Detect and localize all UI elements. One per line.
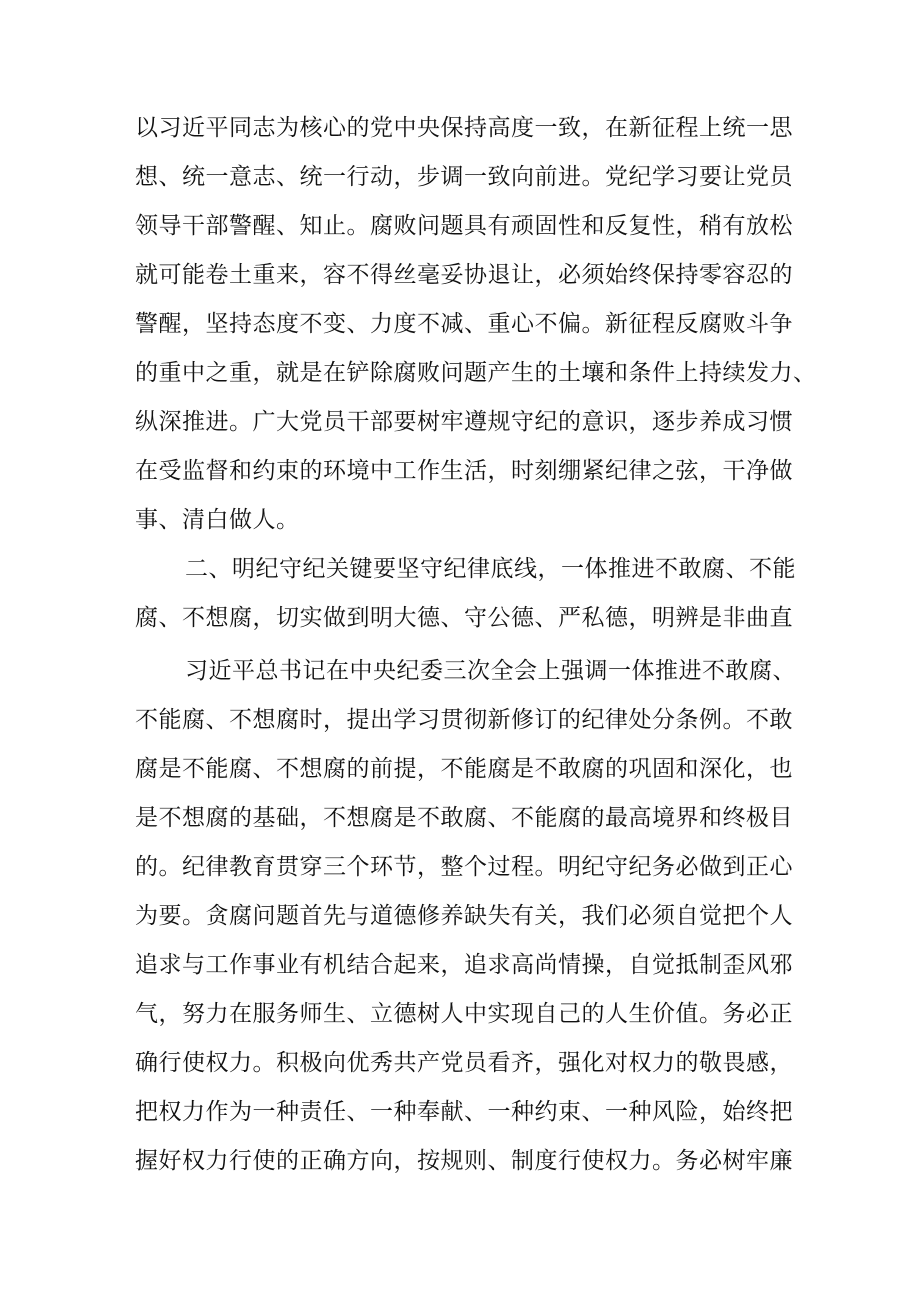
text-line: 确行使权力。积极向优秀共产党员看齐，强化对权力的敬畏感， <box>135 1050 793 1076</box>
text-line: 的。纪律教育贯穿三个环节，整个过程。明纪守纪务必做到正心 <box>135 854 793 880</box>
text-line: 警醒，坚持态度不变、力度不减、重心不偏。新征程反腐败斗争 <box>135 311 793 337</box>
text-line: 不能腐、不想腐时，提出学习贯彻新修订的纪律处分条例。不敢 <box>135 707 793 733</box>
text-line: 是不想腐的基础，不想腐是不敢腐、不能腐的最高境界和终极目 <box>135 805 793 831</box>
text-line: 领导干部警醒、知止。腐败问题具有顽固性和反复性，稍有放松 <box>135 213 793 239</box>
text-line: 腐是不能腐、不想腐的前提，不能腐是不敢腐的巩固和深化，也 <box>135 756 793 782</box>
text-line: 在受监督和约束的环境中工作生活，时刻绷紧纪律之弦，干净做 <box>135 458 793 484</box>
text-line: 想、统一意志、统一行动，步调一致向前进。党纪学习要让党员 <box>135 164 793 190</box>
text-line: 为要。贪腐问题首先与道德修养缺失有关，我们必须自觉把个人 <box>135 903 793 929</box>
text-line: 纵深推进。广大党员干部要树牢遵规守纪的意识，逐步养成习惯 <box>135 409 793 435</box>
text-line: 就可能卷土重来，容不得丝毫妥协退让，必须始终保持零容忍的 <box>135 262 793 288</box>
text-line: 事、清白做人。 <box>135 507 300 533</box>
text-line: 追求与工作事业有机结合起来，追求高尚情操，自觉抵制歪风邪 <box>135 952 793 978</box>
text-line: 握好权力行使的正确方向，按规则、制度行使权力。务必树牢廉 <box>135 1148 793 1174</box>
text-line: 以习近平同志为核心的党中央保持高度一致，在新征程上统一思 <box>135 115 793 141</box>
section-heading-line: 腐、不想腐，切实做到明大德、守公德、严私德，明辨是非曲直 <box>135 605 793 631</box>
text-line: 把权力作为一种责任、一种奉献、一种约束、一种风险，始终把 <box>135 1099 793 1125</box>
text-line: 气，努力在服务师生、立德树人中实现自己的人生价值。务必正 <box>135 1001 793 1027</box>
text-line: 的重中之重，就是在铲除腐败问题产生的土壤和条件上持续发力、 <box>135 360 817 386</box>
section-heading-line: 二、明纪守纪关键要坚守纪律底线，一体推进不敢腐、不能 <box>185 556 796 582</box>
text-line: 习近平总书记在中央纪委三次全会上强调一体推进不敢腐、 <box>185 658 796 684</box>
